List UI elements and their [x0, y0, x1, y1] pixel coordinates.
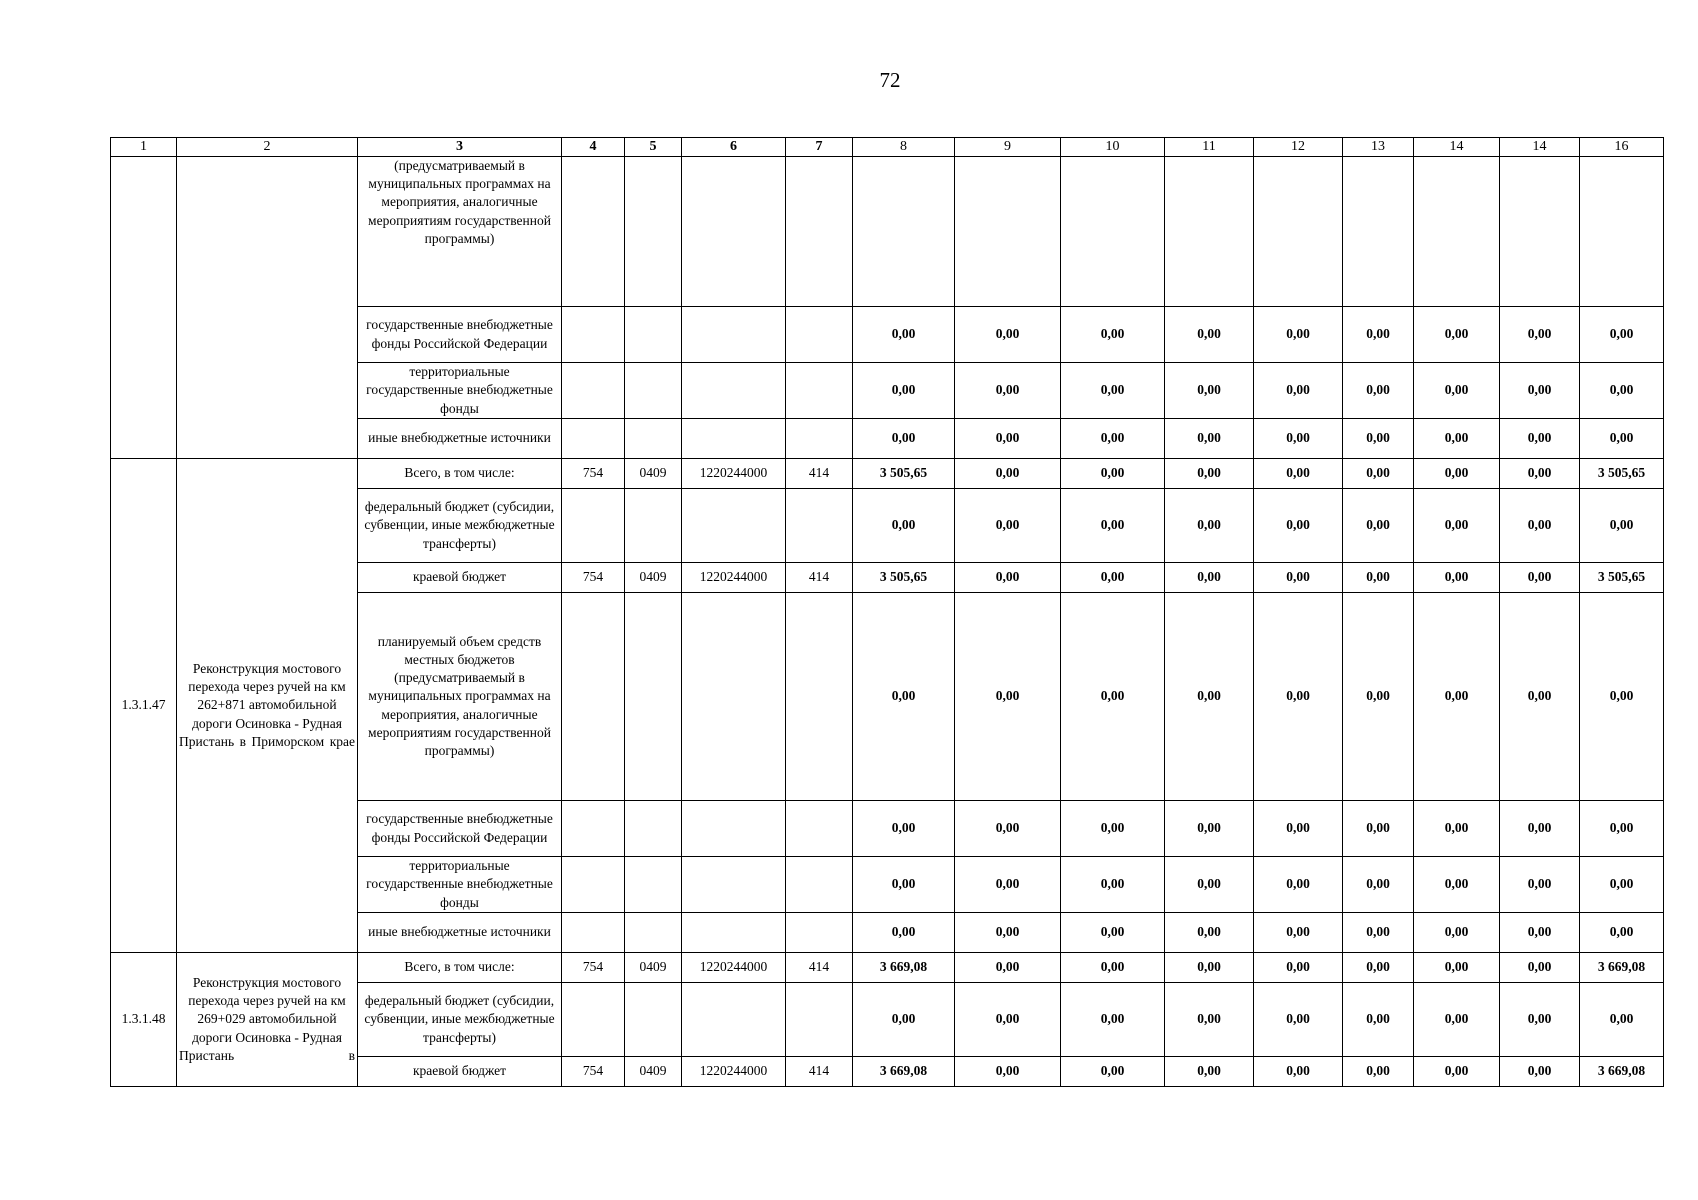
amount-cell: 0,00 — [1254, 563, 1343, 593]
amount-cell: 0,00 — [1165, 489, 1254, 563]
expense-type-cell — [786, 983, 853, 1057]
column-header: 8 — [853, 138, 955, 157]
amount-cell: 0,00 — [1165, 913, 1254, 953]
target-article-cell — [682, 307, 786, 363]
measure-name-cell — [177, 157, 358, 459]
ministry-code-cell — [562, 857, 625, 913]
amount-cell: 0,00 — [955, 593, 1061, 801]
amount-cell: 0,00 — [1580, 307, 1664, 363]
amount-cell: 0,00 — [853, 307, 955, 363]
amount-cell: 0,00 — [1343, 459, 1414, 489]
amount-cell: 0,00 — [1061, 857, 1165, 913]
amount-cell: 0,00 — [1254, 857, 1343, 913]
amount-cell: 0,00 — [1061, 1057, 1165, 1087]
amount-cell: 0,00 — [853, 913, 955, 953]
amount-cell — [1165, 157, 1254, 307]
funding-source-cell: федеральный бюджет (субсидии, субвенции, иные межбюджетные трансферты) — [358, 983, 562, 1057]
column-header: 2 — [177, 138, 358, 157]
ministry-code-cell — [562, 363, 625, 419]
amount-cell: 0,00 — [1580, 593, 1664, 801]
ministry-code-cell — [562, 983, 625, 1057]
amount-cell: 0,00 — [1500, 563, 1580, 593]
amount-cell: 0,00 — [1254, 419, 1343, 459]
amount-cell: 0,00 — [955, 983, 1061, 1057]
section-code-cell — [625, 307, 682, 363]
amount-cell: 0,00 — [1165, 419, 1254, 459]
target-article-cell — [682, 157, 786, 307]
target-article-cell: 1220244000 — [682, 563, 786, 593]
expense-type-cell — [786, 593, 853, 801]
section-code-cell — [625, 913, 682, 953]
column-header: 16 — [1580, 138, 1664, 157]
amount-cell: 0,00 — [955, 563, 1061, 593]
amount-cell: 0,00 — [1061, 801, 1165, 857]
amount-cell: 0,00 — [853, 801, 955, 857]
amount-cell: 0,00 — [955, 419, 1061, 459]
amount-cell: 0,00 — [1414, 563, 1500, 593]
ministry-code-cell — [562, 489, 625, 563]
amount-cell: 0,00 — [1254, 459, 1343, 489]
amount-cell: 0,00 — [1343, 913, 1414, 953]
target-article-cell — [682, 913, 786, 953]
column-header: 9 — [955, 138, 1061, 157]
column-header: 7 — [786, 138, 853, 157]
amount-cell: 0,00 — [1343, 953, 1414, 983]
amount-cell — [1343, 157, 1414, 307]
amount-cell: 0,00 — [955, 953, 1061, 983]
amount-cell: 0,00 — [1165, 593, 1254, 801]
section-code-cell: 0409 — [625, 953, 682, 983]
funding-source-cell: Всего, в том числе: — [358, 459, 562, 489]
amount-cell: 0,00 — [1165, 857, 1254, 913]
target-article-cell — [682, 983, 786, 1057]
expense-type-cell — [786, 363, 853, 419]
amount-cell: 0,00 — [1500, 801, 1580, 857]
ministry-code-cell — [562, 419, 625, 459]
amount-cell: 0,00 — [1580, 363, 1664, 419]
funding-source-cell: иные внебюджетные источники — [358, 419, 562, 459]
amount-cell: 0,00 — [1061, 983, 1165, 1057]
target-article-cell — [682, 363, 786, 419]
amount-cell: 0,00 — [1254, 307, 1343, 363]
amount-cell: 0,00 — [1580, 489, 1664, 563]
amount-cell: 0,00 — [1254, 953, 1343, 983]
amount-cell: 0,00 — [1343, 419, 1414, 459]
ministry-code-cell: 754 — [562, 563, 625, 593]
section-code-cell — [625, 157, 682, 307]
amount-cell: 0,00 — [1343, 363, 1414, 419]
amount-cell: 0,00 — [1414, 913, 1500, 953]
section-code-cell — [625, 363, 682, 419]
ministry-code-cell: 754 — [562, 953, 625, 983]
expense-type-cell — [786, 489, 853, 563]
funding-source-cell: планируемый объем средств местных бюджетов (предусматриваемый в муниципальных программах на мероприятия, аналогичные мероприятиям государственной программы) — [358, 593, 562, 801]
amount-cell: 3 669,08 — [1580, 953, 1664, 983]
ministry-code-cell: 754 — [562, 459, 625, 489]
amount-cell: 0,00 — [1343, 983, 1414, 1057]
header-row — [111, 138, 1664, 157]
page-number: 72 — [879, 68, 901, 92]
amount-cell: 0,00 — [955, 307, 1061, 363]
amount-cell — [1500, 157, 1580, 307]
amount-cell: 0,00 — [1343, 801, 1414, 857]
amount-cell: 0,00 — [1580, 419, 1664, 459]
section-code-cell — [625, 593, 682, 801]
expense-type-cell — [786, 419, 853, 459]
target-article-cell — [682, 801, 786, 857]
amount-cell — [955, 157, 1061, 307]
funding-source-cell: Всего, в том числе: — [358, 953, 562, 983]
column-header: 11 — [1165, 138, 1254, 157]
amount-cell: 0,00 — [1165, 459, 1254, 489]
expense-type-cell — [786, 307, 853, 363]
amount-cell: 0,00 — [1165, 983, 1254, 1057]
amount-cell: 0,00 — [1343, 307, 1414, 363]
column-header: 13 — [1343, 138, 1414, 157]
amount-cell: 0,00 — [955, 801, 1061, 857]
target-article-cell: 1220244000 — [682, 953, 786, 983]
amount-cell: 0,00 — [853, 983, 955, 1057]
amount-cell: 0,00 — [1580, 913, 1664, 953]
ministry-code-cell — [562, 801, 625, 857]
column-header: 12 — [1254, 138, 1343, 157]
measure-name-cell: Реконструкция мостового перехода через ручей на км 262+871 автомобильной дороги Осиновка - Рудная Пристань в Приморском крае — [177, 459, 358, 953]
amount-cell: 0,00 — [1061, 459, 1165, 489]
amount-cell: 0,00 — [1165, 563, 1254, 593]
amount-cell: 0,00 — [1254, 593, 1343, 801]
amount-cell: 0,00 — [1500, 363, 1580, 419]
section-code-cell: 0409 — [625, 563, 682, 593]
ministry-code-cell — [562, 593, 625, 801]
amount-cell: 0,00 — [1165, 801, 1254, 857]
column-header: 5 — [625, 138, 682, 157]
amount-cell: 0,00 — [853, 593, 955, 801]
amount-cell: 0,00 — [955, 363, 1061, 419]
amount-cell: 0,00 — [1254, 489, 1343, 563]
target-article-cell: 1220244000 — [682, 459, 786, 489]
funding-source-cell: территориальные государственные внебюджетные фонды — [358, 857, 562, 913]
section-code-cell — [625, 857, 682, 913]
amount-cell: 0,00 — [1414, 953, 1500, 983]
row-number-cell: 1.3.1.48 — [111, 953, 177, 1087]
expense-type-cell: 414 — [786, 953, 853, 983]
column-header: 1 — [111, 138, 177, 157]
amount-cell: 0,00 — [1414, 307, 1500, 363]
amount-cell: 0,00 — [1500, 419, 1580, 459]
amount-cell: 0,00 — [1254, 801, 1343, 857]
column-header: 6 — [682, 138, 786, 157]
column-header: 14 — [1414, 138, 1500, 157]
table-row — [111, 953, 1664, 983]
amount-cell: 0,00 — [955, 459, 1061, 489]
amount-cell: 0,00 — [1343, 857, 1414, 913]
funding-source-cell: федеральный бюджет (субсидии, субвенции, иные межбюджетные трансферты) — [358, 489, 562, 563]
amount-cell: 0,00 — [1254, 983, 1343, 1057]
expense-type-cell — [786, 157, 853, 307]
amount-cell: 3 669,08 — [853, 953, 955, 983]
amount-cell: 0,00 — [1414, 419, 1500, 459]
amount-cell: 0,00 — [1500, 307, 1580, 363]
amount-cell: 0,00 — [1500, 983, 1580, 1057]
amount-cell — [1414, 157, 1500, 307]
funding-source-cell: государственные внебюджетные фонды Российской Федерации — [358, 307, 562, 363]
amount-cell: 3 505,65 — [1580, 459, 1664, 489]
column-header: 4 — [562, 138, 625, 157]
section-code-cell: 0409 — [625, 459, 682, 489]
amount-cell: 3 505,65 — [853, 563, 955, 593]
amount-cell: 0,00 — [853, 857, 955, 913]
target-article-cell: 1220244000 — [682, 1057, 786, 1087]
amount-cell: 0,00 — [1500, 593, 1580, 801]
amount-cell: 0,00 — [1580, 857, 1664, 913]
target-article-cell — [682, 489, 786, 563]
expense-type-cell: 414 — [786, 563, 853, 593]
amount-cell: 3 505,65 — [1580, 563, 1664, 593]
amount-cell: 0,00 — [1165, 363, 1254, 419]
amount-cell: 0,00 — [1500, 459, 1580, 489]
expense-type-cell: 414 — [786, 459, 853, 489]
amount-cell: 0,00 — [1165, 307, 1254, 363]
funding-source-cell: государственные внебюджетные фонды Российской Федерации — [358, 801, 562, 857]
expense-type-cell: 414 — [786, 1057, 853, 1087]
amount-cell — [1254, 157, 1343, 307]
table-row — [111, 157, 1664, 307]
amount-cell: 0,00 — [1580, 983, 1664, 1057]
amount-cell: 0,00 — [1500, 913, 1580, 953]
amount-cell: 0,00 — [1414, 363, 1500, 419]
amount-cell: 0,00 — [1165, 1057, 1254, 1087]
target-article-cell — [682, 593, 786, 801]
expense-type-cell — [786, 801, 853, 857]
budget-table — [110, 137, 1664, 1087]
amount-cell: 0,00 — [955, 857, 1061, 913]
table-row — [111, 459, 1664, 489]
column-header: 3 — [358, 138, 562, 157]
amount-cell: 0,00 — [1414, 801, 1500, 857]
funding-source-cell: иные внебюджетные источники — [358, 913, 562, 953]
amount-cell: 0,00 — [1343, 563, 1414, 593]
column-header: 14 — [1500, 138, 1580, 157]
amount-cell: 0,00 — [1254, 913, 1343, 953]
amount-cell: 0,00 — [955, 489, 1061, 563]
amount-cell: 0,00 — [1165, 953, 1254, 983]
ministry-code-cell — [562, 157, 625, 307]
amount-cell — [853, 157, 955, 307]
amount-cell: 0,00 — [1061, 419, 1165, 459]
amount-cell: 0,00 — [853, 419, 955, 459]
amount-cell: 0,00 — [1414, 1057, 1500, 1087]
row-number-cell: 1.3.1.47 — [111, 459, 177, 953]
table-body — [111, 157, 1664, 1087]
funding-source-cell: краевой бюджет — [358, 563, 562, 593]
section-code-cell — [625, 983, 682, 1057]
amount-cell — [1061, 157, 1165, 307]
section-code-cell — [625, 801, 682, 857]
amount-cell: 0,00 — [1580, 801, 1664, 857]
row-number-cell — [111, 157, 177, 459]
funding-source-cell: территориальные государственные внебюджетные фонды — [358, 363, 562, 419]
amount-cell: 0,00 — [1414, 459, 1500, 489]
amount-cell: 0,00 — [1343, 593, 1414, 801]
amount-cell: 0,00 — [1061, 307, 1165, 363]
funding-source-cell: (предусматриваемый в муниципальных программах на мероприятия, аналогичные мероприятиям государственной программы) — [358, 157, 562, 307]
amount-cell: 0,00 — [1061, 363, 1165, 419]
ministry-code-cell: 754 — [562, 1057, 625, 1087]
target-article-cell — [682, 419, 786, 459]
ministry-code-cell — [562, 307, 625, 363]
amount-cell: 3 669,08 — [1580, 1057, 1664, 1087]
column-header: 10 — [1061, 138, 1165, 157]
amount-cell: 0,00 — [1254, 363, 1343, 419]
amount-cell — [1580, 157, 1664, 307]
funding-source-cell: краевой бюджет — [358, 1057, 562, 1087]
expense-type-cell — [786, 913, 853, 953]
section-code-cell: 0409 — [625, 1057, 682, 1087]
amount-cell: 0,00 — [1254, 1057, 1343, 1087]
expense-type-cell — [786, 857, 853, 913]
amount-cell: 0,00 — [1061, 913, 1165, 953]
amount-cell: 0,00 — [1061, 489, 1165, 563]
amount-cell: 0,00 — [1500, 953, 1580, 983]
amount-cell: 0,00 — [1414, 857, 1500, 913]
amount-cell: 0,00 — [1414, 489, 1500, 563]
target-article-cell — [682, 857, 786, 913]
section-code-cell — [625, 419, 682, 459]
amount-cell: 0,00 — [955, 913, 1061, 953]
amount-cell: 0,00 — [1500, 1057, 1580, 1087]
amount-cell: 0,00 — [1061, 593, 1165, 801]
amount-cell: 0,00 — [1500, 489, 1580, 563]
measure-name-cell: Реконструкция мостового перехода через ручей на км 269+029 автомобильной дороги Осиновка - Рудная Пристань в — [177, 953, 358, 1087]
amount-cell: 0,00 — [1414, 983, 1500, 1057]
amount-cell: 0,00 — [1343, 1057, 1414, 1087]
amount-cell: 0,00 — [1414, 593, 1500, 801]
ministry-code-cell — [562, 913, 625, 953]
amount-cell: 0,00 — [1343, 489, 1414, 563]
amount-cell: 0,00 — [1500, 857, 1580, 913]
amount-cell: 0,00 — [955, 1057, 1061, 1087]
amount-cell: 3 505,65 — [853, 459, 955, 489]
amount-cell: 0,00 — [1061, 953, 1165, 983]
amount-cell: 3 669,08 — [853, 1057, 955, 1087]
amount-cell: 0,00 — [853, 489, 955, 563]
section-code-cell — [625, 489, 682, 563]
amount-cell: 0,00 — [1061, 563, 1165, 593]
amount-cell: 0,00 — [853, 363, 955, 419]
